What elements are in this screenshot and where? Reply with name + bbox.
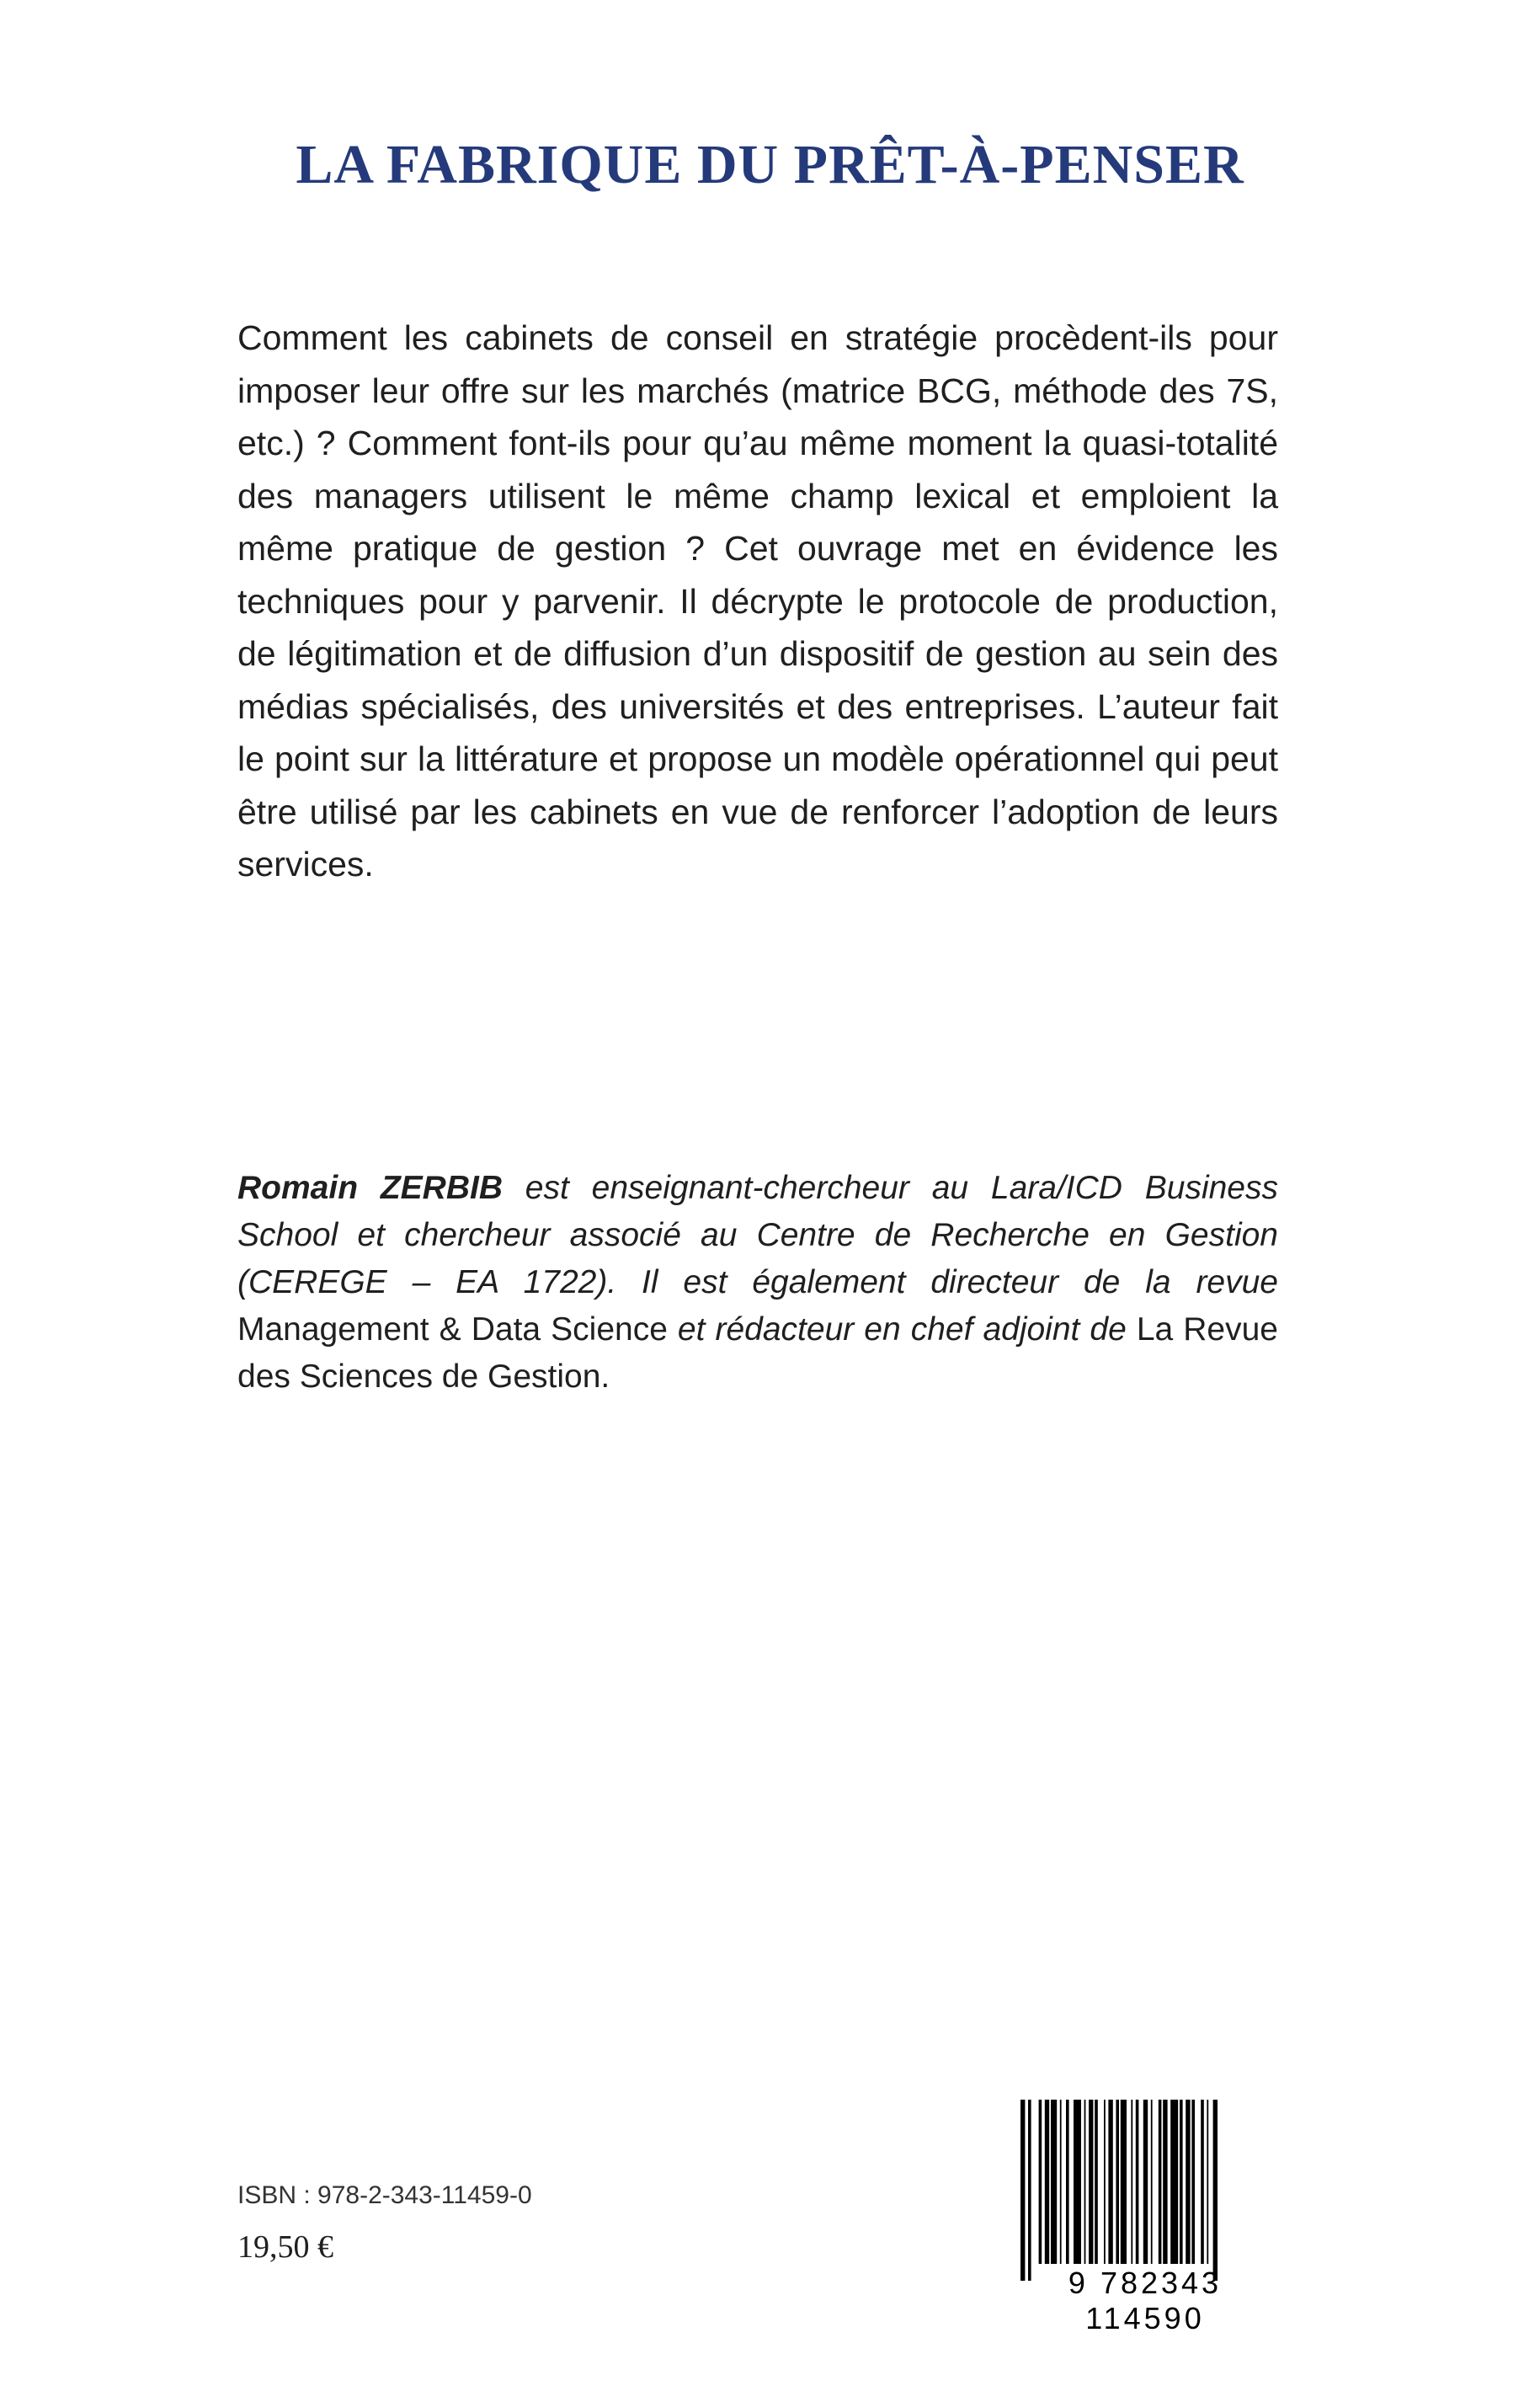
journal-title-2: La Revue des Sciences de Gestion	[237, 1311, 1278, 1395]
barcode-bar	[1180, 2100, 1183, 2264]
barcode-bar	[1108, 2100, 1112, 2264]
author-name: Romain ZERBIB	[237, 1170, 503, 1206]
barcode-bar	[1104, 2100, 1106, 2264]
author-biography	[237, 1165, 1278, 1401]
barcode-bar	[1095, 2100, 1098, 2264]
barcode-bar	[1163, 2100, 1167, 2264]
barcode-bar	[1121, 2100, 1127, 2264]
barcode-bar	[1020, 2100, 1025, 2281]
bio-text-2: et rédacteur en chef adjoint de	[667, 1311, 1137, 1348]
barcode-bar	[1131, 2100, 1132, 2264]
barcode-bar	[1051, 2100, 1057, 2264]
journal-title-1: Management & Data Science	[237, 1311, 668, 1348]
price: 19,50 €	[237, 2229, 333, 2265]
barcode-bar	[1116, 2100, 1119, 2264]
barcode-bar	[1191, 2100, 1195, 2264]
bio-end: .	[600, 1358, 610, 1395]
barcode-bar	[1151, 2100, 1153, 2264]
barcode-bar	[1201, 2100, 1204, 2264]
barcode-bar	[1207, 2100, 1208, 2264]
back-cover-summary: Comment les cabinets de conseil en stratégie procèdent-ils pour imposer leur offre sur les marchés (matrice BCG, méthode des 7S, etc.) ? Comment font-ils pour qu’au même moment la quasi-totalité des managers utilisent le même champ lexical et emploient la même pratique de gestion ? Cet ouvrage met en évidence les techniques pour y parvenir. Il décrypte le protocole de production, de légitimation et de diffusion d’un dispositif de gestion au sein des médias spécialisés, des universités et des entreprises. L’auteur fait le point sur la littérature et propose un modèle opérationnel qui peut être utilisé par les cabinets en vue de renforcer l’adoption de leurs services.	[237, 318, 1278, 883]
barcode-bar	[1143, 2100, 1148, 2264]
barcode-bar	[1060, 2100, 1062, 2264]
barcode-bar	[1028, 2100, 1031, 2281]
barcode-digits: 9 782343 114590	[1068, 2266, 1223, 2335]
barcode-bar	[1066, 2100, 1069, 2264]
barcode-bar	[1039, 2100, 1042, 2264]
barcode-bar	[1089, 2100, 1093, 2264]
isbn-number: ISBN : 978-2-343-11459-0	[237, 2181, 532, 2209]
barcode-bar	[1170, 2100, 1178, 2264]
barcode-bar	[1136, 2100, 1139, 2264]
book-title: LA FABRIQUE DU PRÊT-À-PENSER	[296, 134, 1244, 195]
barcode-bar	[1159, 2100, 1162, 2264]
bio-text-1: est enseignant-chercheur au Lara/ICD Business School et chercheur associé au Centre de Recherche en Gestion (CEREGE – EA 1722). Il est également directeur de la revue	[237, 1170, 1278, 1300]
barcode-bar	[1074, 2100, 1081, 2264]
barcode-bar	[1084, 2100, 1086, 2264]
barcode-bar	[1213, 2100, 1218, 2281]
barcode-bar	[1186, 2100, 1190, 2264]
barcode-bar	[1045, 2100, 1049, 2264]
